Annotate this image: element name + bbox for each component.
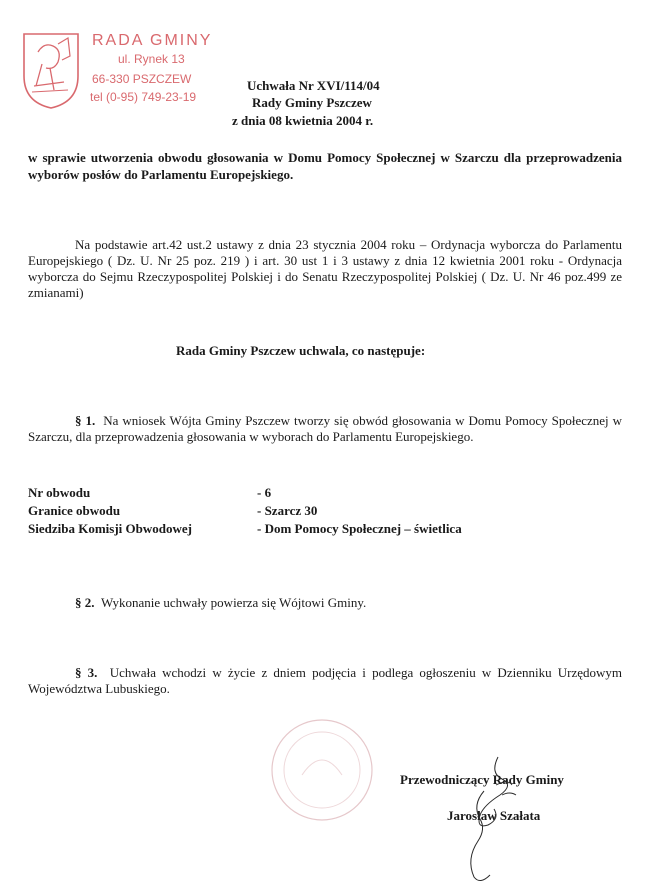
stamp-street: ul. Rynek 13: [118, 52, 185, 66]
section-3-mark: § 3.: [75, 665, 98, 680]
signatory-name: Jarosław Szałata: [447, 808, 541, 823]
faint-round-seal-icon: [262, 715, 382, 825]
section-2-text: Wykonanie uchwały powierza się Wójtowi Gminy.: [101, 595, 367, 610]
district-number-value: - 6: [257, 485, 272, 500]
commission-seat-value: - Dom Pomocy Społecznej – świetlica: [257, 521, 462, 536]
resolves-heading: Rada Gminy Pszczew uchwala, co następuje:: [176, 343, 426, 358]
section-2-mark: § 2.: [75, 595, 95, 610]
section-3: [28, 665, 622, 697]
legal-basis: Na podstawie art.42 ust.2 ustawy z dnia 23 stycznia 2004 roku – Ordynacja wyborcza do Parlamentu Europejskiego ( Dz. U. Nr 25 poz. 219 ) i art. 30 ust 1 i 3 ustawy z dnia 12 kwietnia 2001 roku - Ordynacja wyborcza do Sejmu Rzeczypospolitej Polskiej i do Senatu Rzeczypospolitej Polskiej ( Dz. U. Nr 46 poz.499 ze zmianami): [28, 237, 622, 300]
commission-seat-label: Siedziba Komisji Obwodowej: [28, 521, 192, 536]
handwritten-signature: [440, 755, 525, 885]
resolution-subject: w sprawie utworzenia obwodu głosowania w Domu Pomocy Społecznej w Szarczu dla przeprowadzenia wyborów posłów do Parlamentu Europejskiego.: [28, 150, 622, 182]
section-3-text: Uchwała wchodzi w życie z dniem podjęcia i podlega ogłoszeniu w Dzienniku Urzędowym Województwa Lubuskiego.: [28, 665, 623, 696]
stamp-city: 66-330 PSZCZEW: [92, 72, 192, 86]
signatory-role: Przewodniczący Rady Gminy: [400, 772, 564, 787]
section-1-text: Na wniosek Wójta Gminy Pszczew tworzy się obwód głosowania w Domu Pomocy Społecznej w Szarczu, dla przeprowadzenia głosowania w wyborach do Parlamentu Europejskiego.: [28, 413, 623, 444]
council-name: Rady Gminy Pszczew: [252, 95, 372, 110]
district-boundaries-value: - Szarcz 30: [257, 503, 318, 518]
district-boundaries-label: Granice obwodu: [28, 503, 121, 518]
section-1: [28, 413, 622, 445]
council-emblem-icon: [20, 30, 82, 110]
resolution-number: Uchwała Nr XVI/114/04: [247, 78, 380, 93]
stamp-title: RADA GMINY: [92, 32, 213, 49]
section-2: [75, 595, 635, 611]
stamp-phone: tel (0-95) 749-23-19: [90, 90, 197, 104]
council-stamp: [20, 30, 255, 110]
resolution-date: z dnia 08 kwietnia 2004 r.: [232, 113, 374, 128]
district-number-label: Nr obwodu: [28, 485, 91, 500]
section-1-mark: § 1.: [75, 413, 96, 428]
